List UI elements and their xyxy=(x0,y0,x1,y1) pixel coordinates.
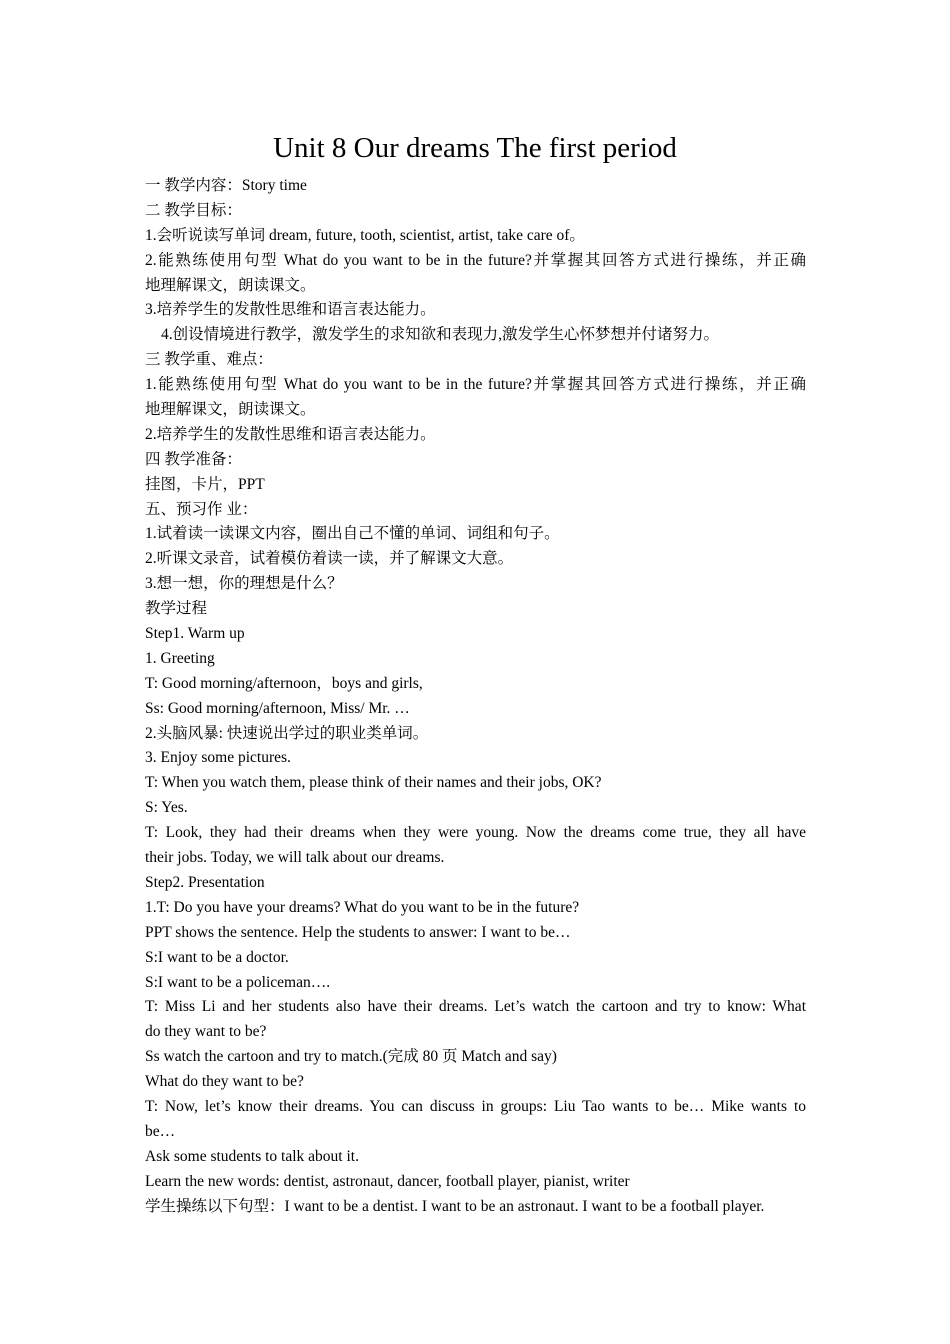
text-line: Learn the new words: dentist, astronaut, dancer, football player, pianist, writer xyxy=(145,1172,630,1190)
text-line: 4.创设情境进行教学，激发学生的求知欲和表现力,激发学生心怀梦想并付诸努力。 xyxy=(161,326,720,344)
text-line: 三 教学重、难点： xyxy=(145,351,273,369)
text-line: do they want to be? xyxy=(145,1023,267,1041)
text-line: 二 教学目标： xyxy=(145,201,242,219)
text-line: 3.想一想，你的理想是什么？ xyxy=(145,575,343,593)
text-line: 一 教学内容：Story time xyxy=(145,177,307,194)
text-line: 2.听课文录音，试着模仿着读一读，并了解课文大意。 xyxy=(145,550,514,568)
text-line: 2.能熟练使用句型 What do you want to be in the future?并掌握其回答方式进行操练，并正确 xyxy=(145,251,806,269)
text-line: 2.培养学生的发散性思维和语言表达能力。 xyxy=(145,425,436,443)
text-line: 挂图，卡片，PPT xyxy=(145,475,265,493)
text-line: 教学过程 xyxy=(145,600,208,618)
text-line: 3. Enjoy some pictures. xyxy=(145,749,291,767)
text-line: Step2. Presentation xyxy=(145,873,265,891)
text-line: T: Good morning/afternoon，boys and girls, xyxy=(145,674,423,692)
text-line: S: Yes. xyxy=(145,799,188,817)
document-title: Unit 8 Our dreams The first period xyxy=(273,132,677,164)
text-line: 1.能熟练使用句型 What do you want to be in the future?并掌握其回答方式进行操练，并正确 xyxy=(145,376,806,394)
document-body xyxy=(145,174,806,1219)
text-line: Step1. Warm up xyxy=(145,625,245,643)
text-line: What do they want to be? xyxy=(145,1073,304,1091)
text-line: Ask some students to talk about it. xyxy=(145,1147,359,1165)
text-line: 四 教学准备： xyxy=(145,450,242,468)
text-line: their jobs. Today, we will talk about our dreams. xyxy=(145,849,445,867)
text-line: Ss: Good morning/afternoon, Miss/ Mr. … xyxy=(145,699,410,717)
text-line: 1.T: Do you have your dreams? What do you want to be in the future? xyxy=(145,898,580,916)
text-line: S:I want to be a policeman…. xyxy=(145,973,331,991)
text-line: 地理解课文，朗读课文。 xyxy=(145,401,316,419)
text-line: S:I want to be a doctor. xyxy=(145,948,289,966)
text-line: Ss watch the cartoon and try to match.(完成 80 页 Match and say) xyxy=(145,1048,557,1066)
text-line: T: Look, they had their dreams when they were young. Now the dreams come true, they all have xyxy=(145,824,806,842)
text-line: be… xyxy=(145,1122,176,1140)
text-line: 2.头脑风暴: 快速说出学过的职业类单词。 xyxy=(145,724,429,742)
text-line: T: Miss Li and her students also have their dreams. Let’s watch the cartoon and try to know: What xyxy=(145,998,806,1016)
text-line: 地理解课文，朗读课文。 xyxy=(145,276,316,294)
text-line: 1.试着读一读课文内容，圈出自己不懂的单词、词组和句子。 xyxy=(145,525,560,543)
text-line: 3.培养学生的发散性思维和语言表达能力。 xyxy=(145,301,436,319)
text-line: 1.会听说读写单词 dream, future, tooth, scientist, artist, take care of。 xyxy=(145,226,585,244)
text-line: T: When you watch them, please think of their names and their jobs, OK? xyxy=(145,774,602,792)
text-line: 1. Greeting xyxy=(145,649,215,667)
text-line: T: Now, let’s know their dreams. You can discuss in groups: Liu Tao wants to be… Mike wants to xyxy=(145,1097,806,1115)
text-line: PPT shows the sentence. Help the students to answer: I want to be… xyxy=(145,923,571,941)
text-line: 学生操练以下句型：I want to be a dentist. I want to be an astronaut. I want to be a football player. xyxy=(145,1197,765,1215)
text-line: 五、预习作 业： xyxy=(145,500,258,518)
